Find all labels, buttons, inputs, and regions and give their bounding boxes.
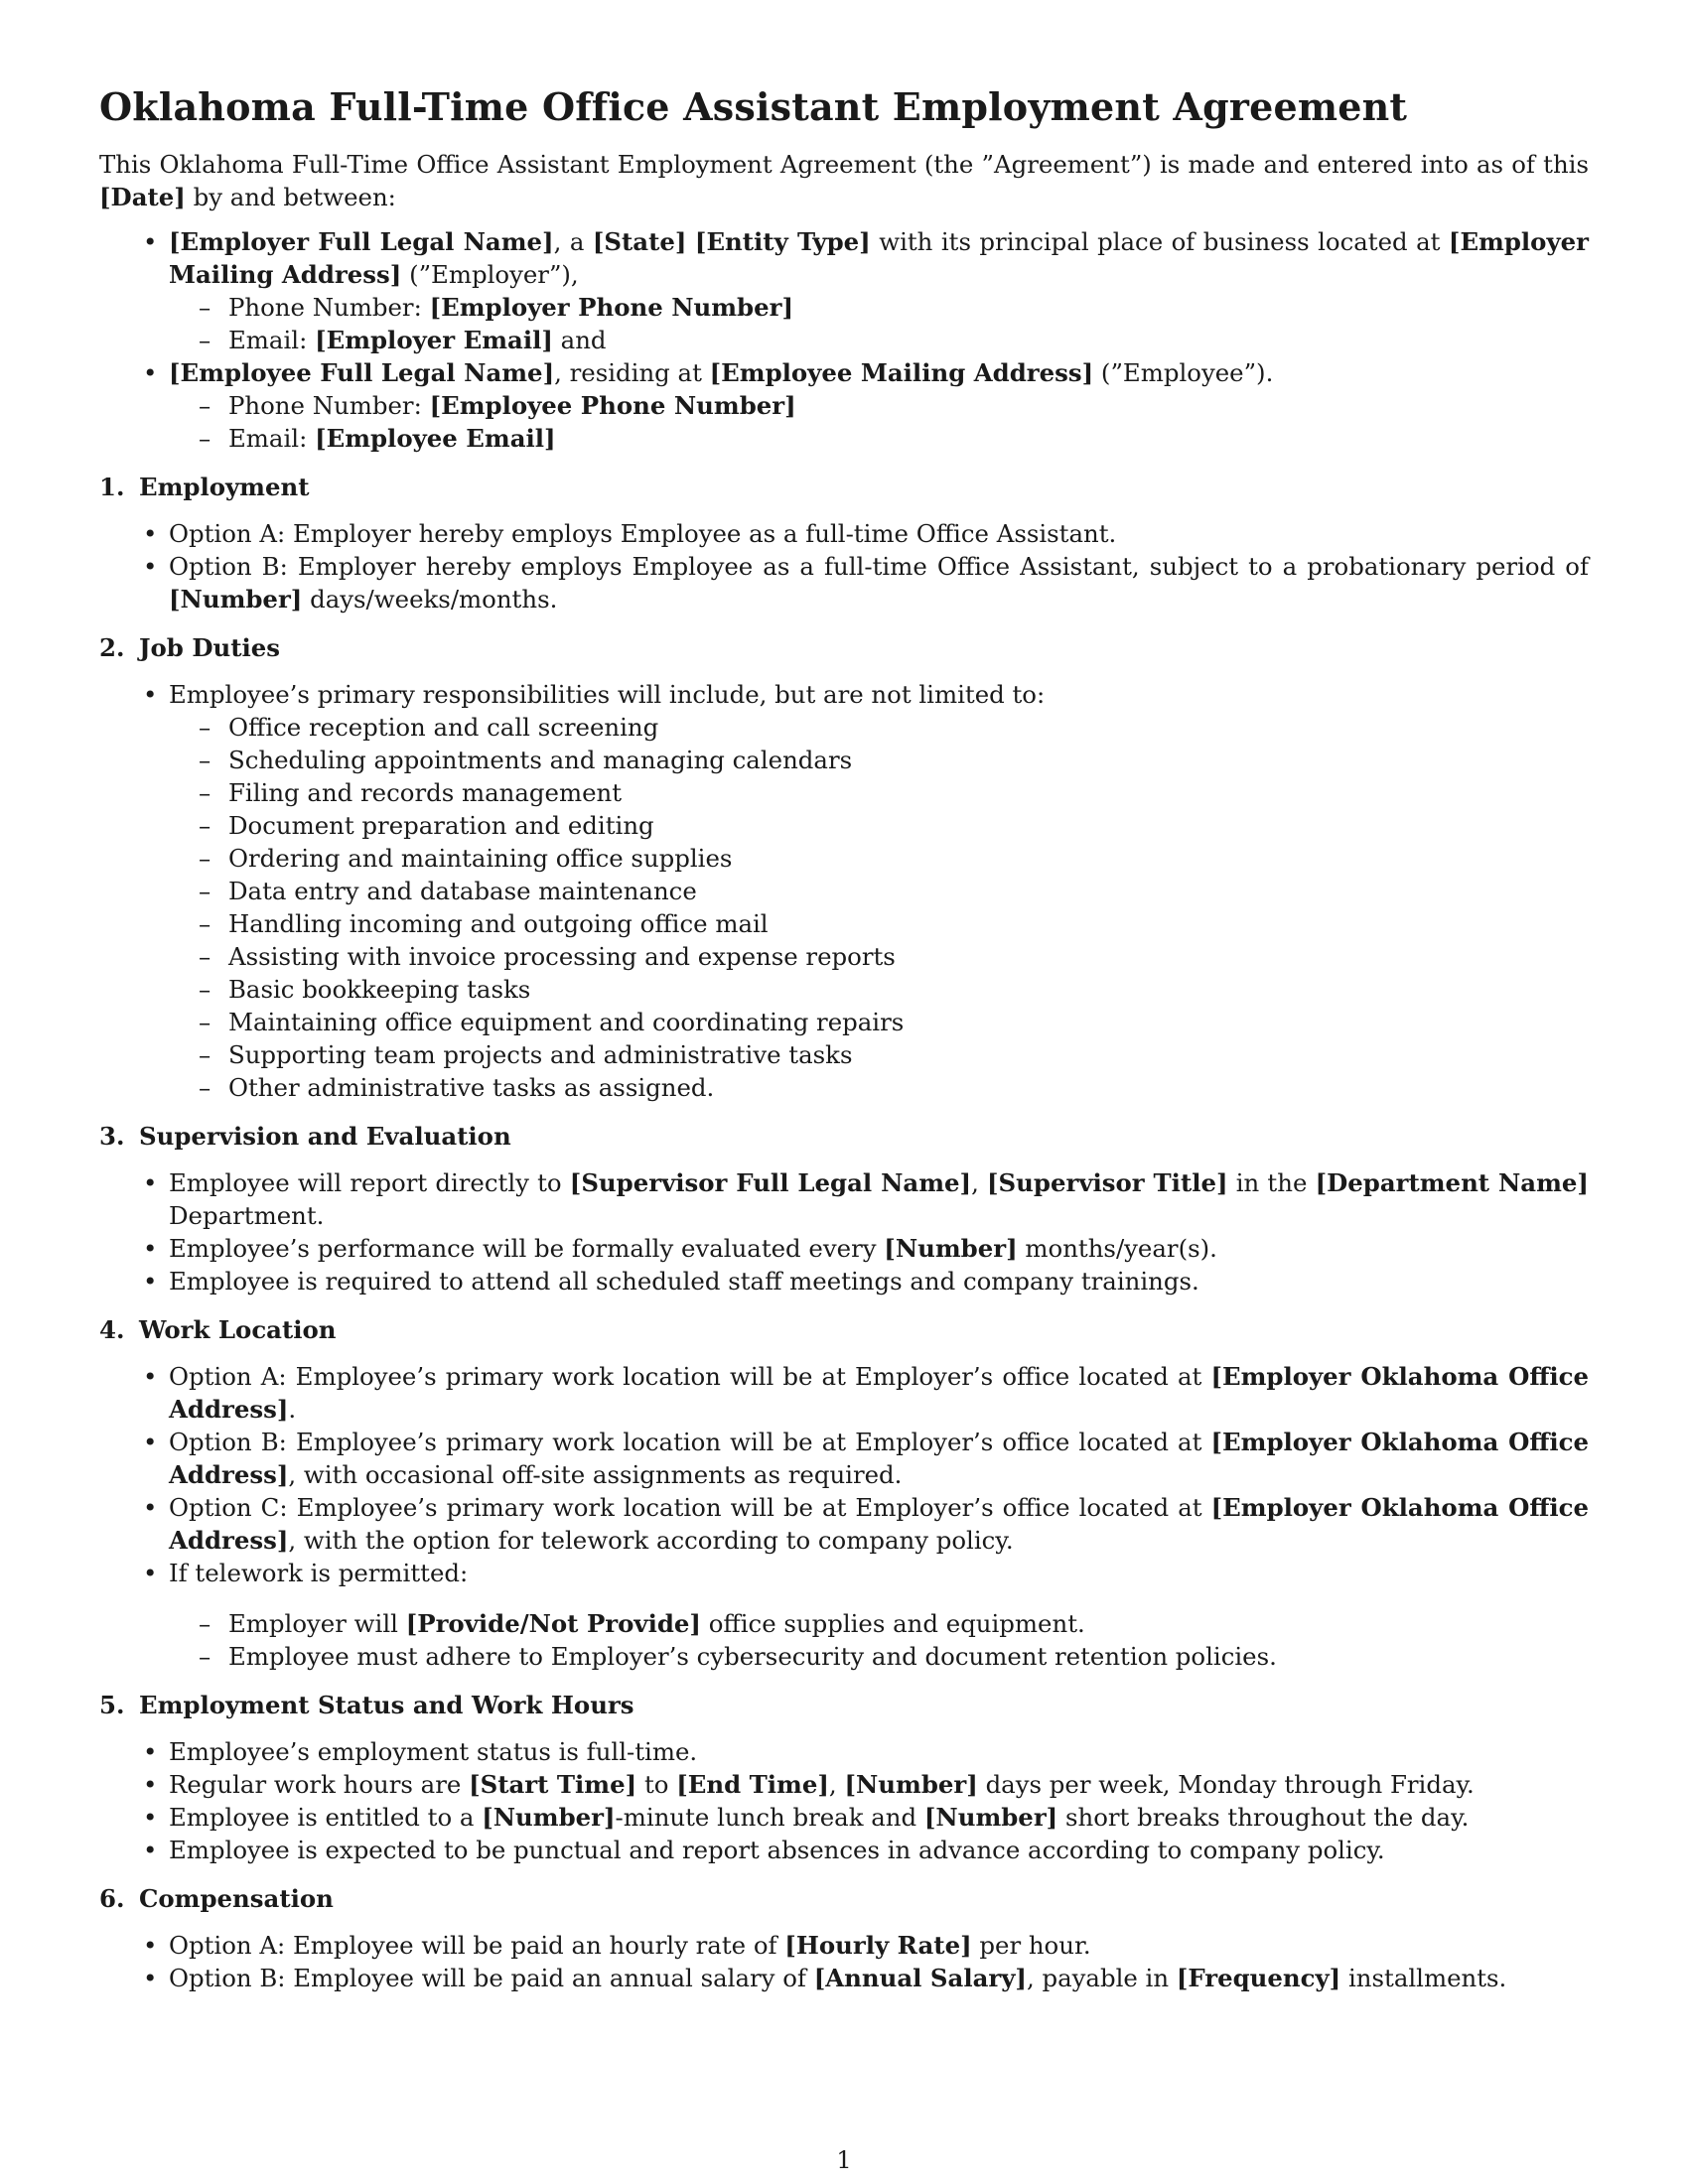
section-heading-work-hours: 5. Employment Status and Work Hours [99,1691,634,1719]
job-duties-list [99,678,1589,1104]
section-heading-job-duties: 2. Job Duties [99,633,281,662]
list-item: • Employee is expected to be punctual and report absences in advance according to company policy. [169,1834,1589,1866]
duty-item: – Maintaining office equipment and coordinating repairs [228,1006,1589,1038]
employment-list [99,517,1589,615]
work-hours-list [99,1735,1589,1866]
intro-paragraph: This Oklahoma Full-Time Office Assistant Employment Agreement (the ”Agreement”) is made and entered into as of this [Date] by and between: [99,150,1589,211]
list-item: • Option B: Employer hereby employs Employee as a full-time Office Assistant, subject to a probationary period of [Number] days/weeks/months. [169,550,1589,615]
duty-item: – Other administrative tasks as assigned. [228,1071,1589,1104]
duty-item: – Office reception and call screening [228,711,1589,744]
list-item: • Option B: Employee’s primary work location will be at Employer’s office located at [Employer Oklahoma Office Address], with occasional off-site assignments as required. [169,1426,1589,1491]
duty-item: – Ordering and maintaining office supplies [228,842,1589,875]
section-heading-employment: 1. Employment [99,473,310,501]
list-item: – Employer will [Provide/Not Provide] office supplies and equipment. [228,1607,1589,1640]
list-item: • Employee is required to attend all scheduled staff meetings and company trainings. [169,1265,1589,1297]
list-item: • Option B: Employee will be paid an annual salary of [Annual Salary], payable in [Frequency] installments. [169,1962,1589,1994]
section-heading-supervision: 3. Supervision and Evaluation [99,1122,511,1151]
list-item: • Option A: Employee will be paid an hourly rate of [Hourly Rate] per hour. [169,1929,1589,1962]
duty-item: – Assisting with invoice processing and expense reports [228,940,1589,973]
list-item: • Employee is entitled to a [Number]-minute lunch break and [Number] short breaks throughout the day. [169,1801,1589,1834]
page-number: 1 [836,2146,852,2174]
section-heading-work-location: 4. Work Location [99,1315,337,1344]
list-item: • Employee’s employment status is full-time. [169,1735,1589,1768]
employer-phone: – Phone Number: [Employer Phone Number] [228,291,1589,324]
document-page [99,84,1589,1994]
list-item: • Employee’s primary responsibilities will include, but are not limited to: – Office reception and call screening – Scheduling appointments and managing calendars – Filing and records management – Document preparation and editing – Ordering and maintaining office supplies – Data entry and database maintenance – Handling incoming and outgoing office mail – Assisting with invoice processing and expense reports – Basic bookkeeping tasks – Maintaining office equipment and coordinating repairs – Supporting team projects and administrative tasks – Other administrative tasks as assigned. [169,678,1589,1104]
duty-item: – Scheduling appointments and managing calendars [228,744,1589,776]
date-placeholder: [Date] [99,183,186,211]
list-item: • Regular work hours are [Start Time] to [End Time], [Number] days per week, Monday through Friday. [169,1768,1589,1801]
list-item: • If telework is permitted: – Employer will [Provide/Not Provide] office supplies and equipment. – Employee must adhere to Employer’s cybersecurity and document retention policies. [169,1557,1589,1673]
parties-list [99,225,1589,455]
compensation-list [99,1929,1589,1994]
employee-phone: – Phone Number: [Employee Phone Number] [228,389,1589,422]
duty-item: – Handling incoming and outgoing office mail [228,907,1589,940]
supervision-list [99,1166,1589,1297]
work-location-list [99,1360,1589,1673]
duty-item: – Data entry and database maintenance [228,875,1589,907]
duty-item: – Supporting team projects and administrative tasks [228,1038,1589,1071]
list-item: – Employee must adhere to Employer’s cybersecurity and document retention policies. [228,1640,1589,1673]
list-item: • Employee’s performance will be formally evaluated every [Number] months/year(s). [169,1232,1589,1265]
list-item: • Option C: Employee’s primary work location will be at Employer’s office located at [Employer Oklahoma Office Address], with the option for telework according to company policy. [169,1491,1589,1557]
duty-item: – Basic bookkeeping tasks [228,973,1589,1006]
duty-item: – Document preparation and editing [228,809,1589,842]
section-heading-compensation: 6. Compensation [99,1884,334,1913]
employer-party: • [Employer Full Legal Name], a [State] [Entity Type] with its principal place of business located at [Employer Mailing Address] (”Employer”), – Phone Number: [Employer Phone Number] – Email: [Employer Email] and [169,225,1589,356]
employee-email: – Email: [Employee Email] [228,422,1589,455]
duty-item: – Filing and records management [228,776,1589,809]
employee-party: • [Employee Full Legal Name], residing at [Employee Mailing Address] (”Employee”). – Phone Number: [Employee Phone Number] – Email: [Employee Email] [169,356,1589,455]
document-title: Oklahoma Full-Time Office Assistant Employment Agreement [99,84,1408,129]
employer-email: – Email: [Employer Email] and [228,324,1589,356]
duties-sublist [169,711,1589,1104]
telework-sublist [169,1607,1589,1673]
list-item: • Option A: Employee’s primary work location will be at Employer’s office located at [Employer Oklahoma Office Address]. [169,1360,1589,1426]
list-item: • Employee will report directly to [Supervisor Full Legal Name], [Supervisor Title] in the [Department Name] Department. [169,1166,1589,1232]
list-item: • Option A: Employer hereby employs Employee as a full-time Office Assistant. [169,517,1589,550]
